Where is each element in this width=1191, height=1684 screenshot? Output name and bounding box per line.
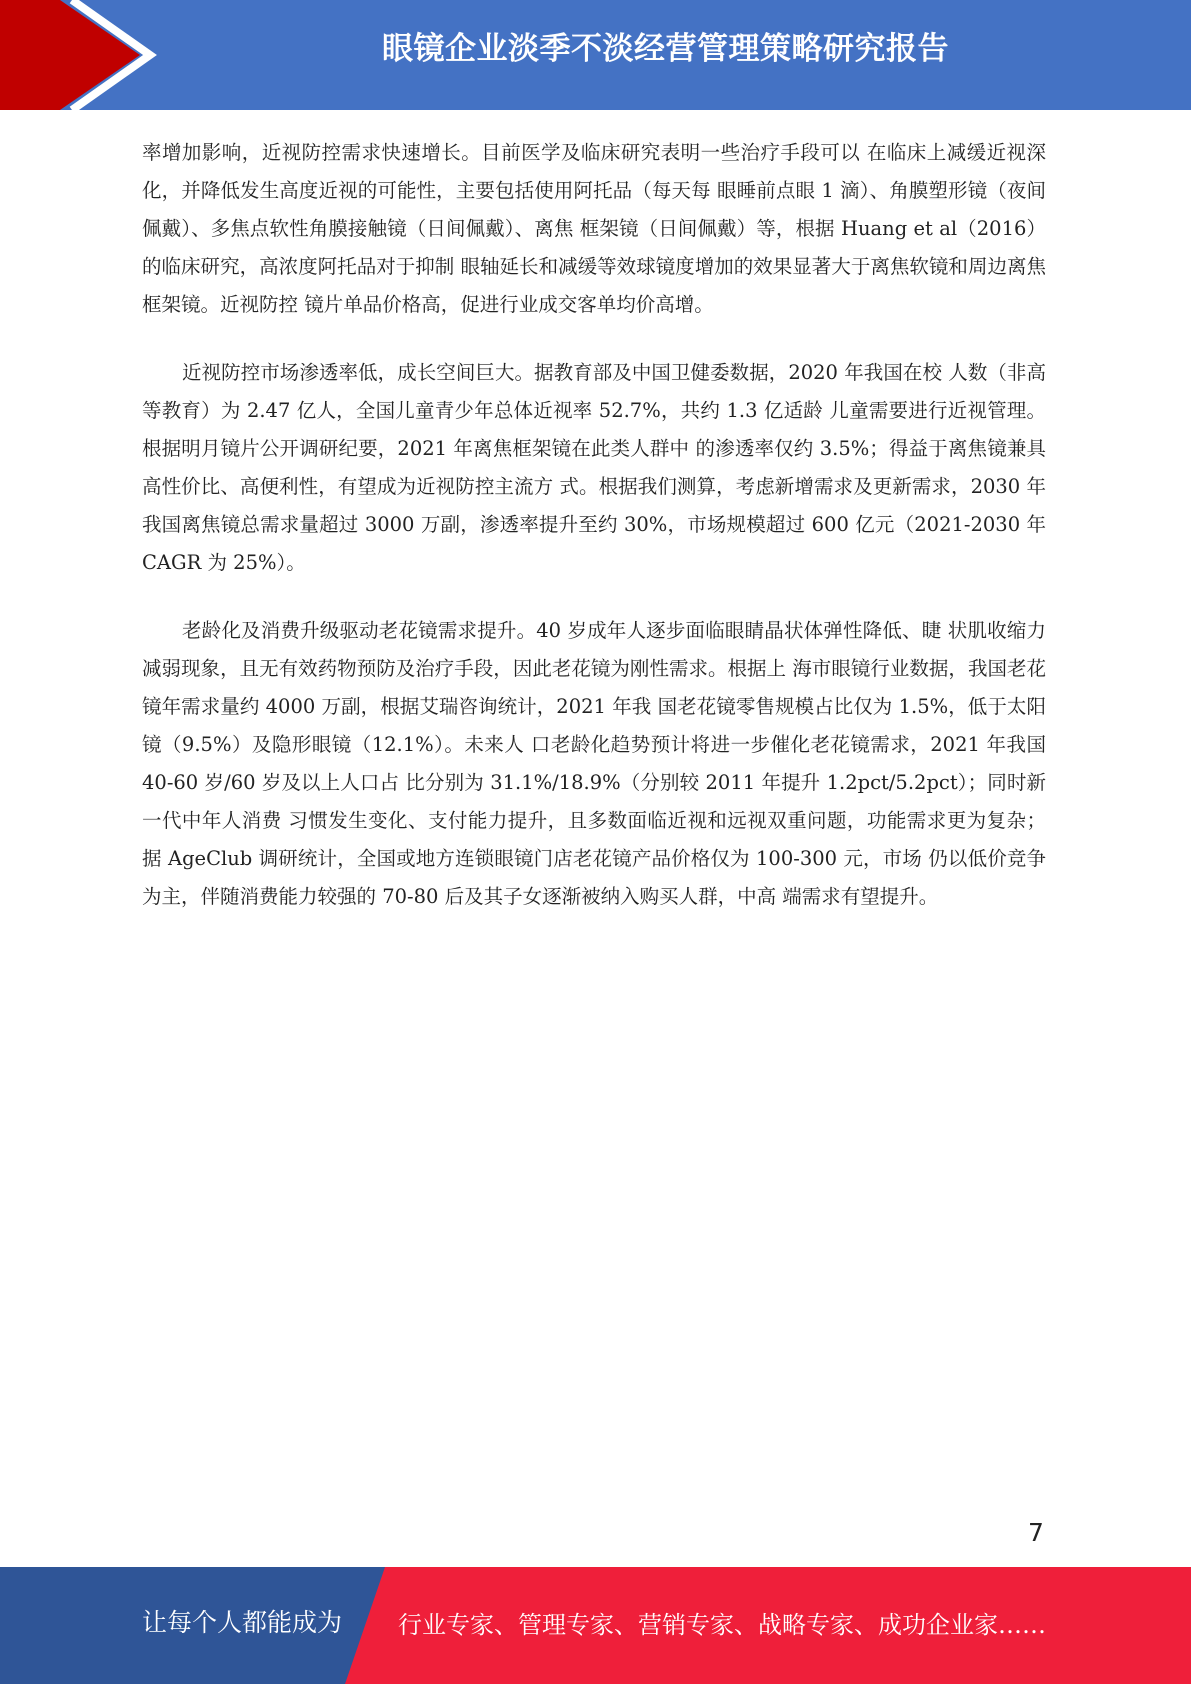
report-body: [142, 134, 1046, 946]
page-number: 7: [1028, 1518, 1044, 1547]
paragraph-presbyopia-demand: 老龄化及消费升级驱动老花镜需求提升。40 岁成年人逐步面临眼睛晶状体弹性降低、睫 状肌收缩力减弱现象，且无有效药物预防及治疗手段，因此老花镜为刚性需求。根据上 海市眼镜行业数据，我国老花镜年需求量约 4000 万副，根据艾瑞咨询统计，2021 年我 国老花镜零售规模占比仅为 1.5%，低于太阳镜（9.5%）及隐形眼镜（12.1%）。未来人 口老龄化趋势预计将进一步催化老花镜需求，2021 年我国 40-60 岁/60 岁及以上人口占 比分别为 31.1%/18.9%（分别较 2011 年提升 1.2pct/5.2pct）；同时新一代中年人消费 习惯发生变化、支付能力提升，且多数面临近视和远视双重问题，功能需求更为复杂； 据 AgeClub 调研统计，全国或地方连锁眼镜门店老花镜产品价格仅为 100-300 元，市场 仍以低价竞争为主，伴随消费能力较强的 70-80 后及其子女逐渐被纳入购买人群，中高 端需求有望提升。: [142, 619, 1046, 908]
red-arrow-shape: [0, 0, 140, 110]
paragraph-myopia-treatment: 率增加影响，近视防控需求快速增长。目前医学及临床研究表明一些治疗手段可以 在临床上减缓近视深化，并降低发生高度近视的可能性，主要包括使用阿托品（每天每 眼睡前点眼 1 滴）、角膜塑形镜（夜间佩戴）、多焦点软性角膜接触镜（日间佩戴）、离焦 框架镜（日间佩戴）等，根据 Huang et al（2016）的临床研究，高浓度阿托品对于抑制 眼轴延长和减缓等效球镜度增加的效果显著大于离焦软镜和周边离焦框架镜。近视防控 镜片单品价格高，促进行业成交客单均价高增。: [142, 141, 1046, 316]
footer-slogan-left: 让每个人都能成为: [142, 1608, 343, 1637]
footer-slogan-right: 行业专家、管理专家、营销专家、战略专家、成功企业家……: [398, 1611, 1046, 1639]
header-banner: [0, 0, 1191, 110]
paragraph-myopia-market: 近视防控市场渗透率低，成长空间巨大。据教育部及中国卫健委数据，2020 年我国在校 人数（非高等教育）为 2.47 亿人，全国儿童青少年总体近视率 52.7%，共约 1.3 亿适龄 儿童需要进行近视管理。根据明月镜片公开调研纪要，2021 年离焦框架镜在此类人群中 的渗透率仅约 3.5%；得益于离焦镜兼具高性价比、高便利性，有望成为近视防控主流方 式。根据我们测算，考虑新增需求及更新需求，2030 年我国离焦镜总需求量超过 3000 万副，渗透率提升至约 30%，市场规模超过 600 亿元（2021-2030 年 CAGR 为 25%）。: [142, 361, 1046, 574]
document-title: 眼镜企业淡季不淡经营管理策略研究报告: [382, 31, 949, 67]
footer-banner: [0, 1567, 1191, 1684]
